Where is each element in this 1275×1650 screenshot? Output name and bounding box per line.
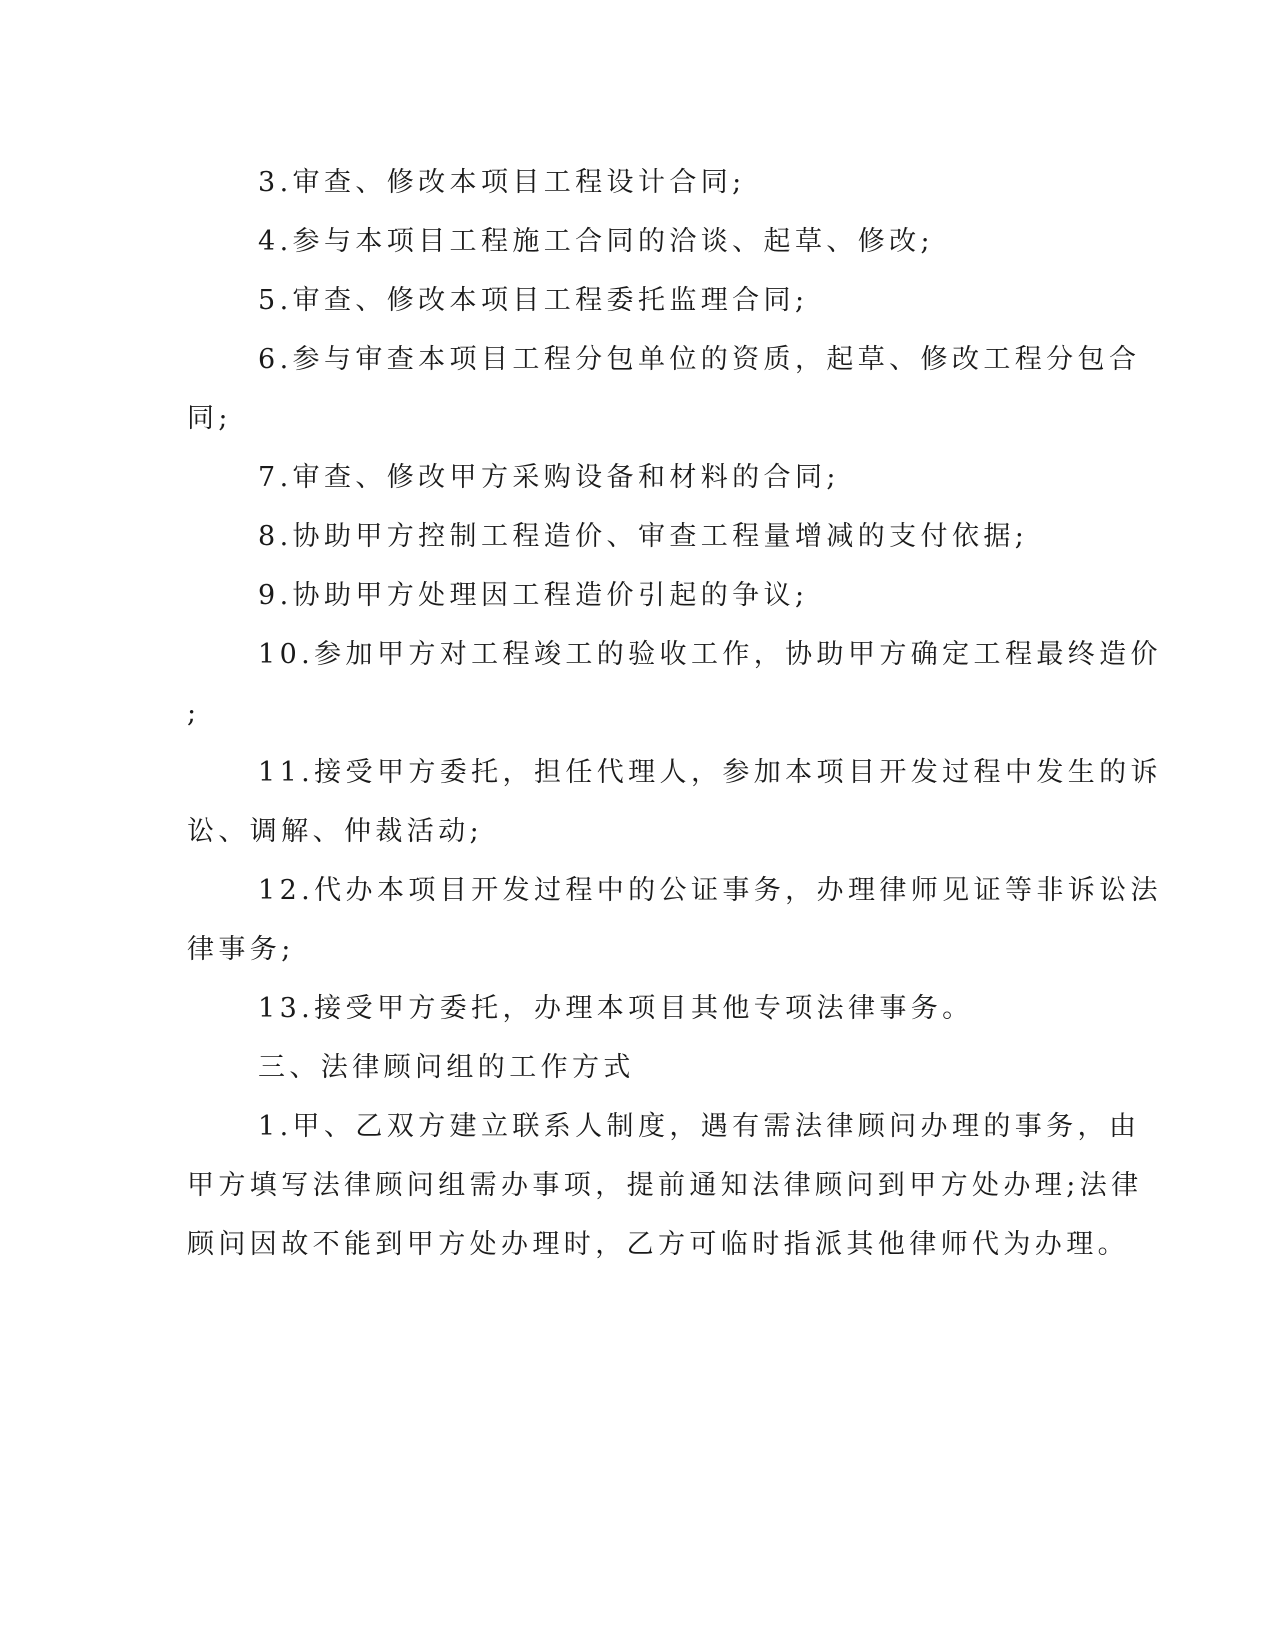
item-11: 11.接受甲方委托，担任代理人，参加本项目开发过程中发生的诉 xyxy=(258,757,1162,788)
item-4: 4.参与本项目工程施工合同的洽谈、起草、修改; xyxy=(258,226,935,257)
method-1-continuation-1: 甲方填写法律顾问组需办事项，提前通知法律顾问到甲方处办理;法律 xyxy=(187,1170,1143,1201)
item-8: 8.协助甲方控制工程造价、审查工程量增减的支付依据; xyxy=(258,521,1029,552)
item-10-continuation: ; xyxy=(187,698,201,729)
item-13: 13.接受甲方委托，办理本项目其他专项法律事务。 xyxy=(258,993,974,1024)
item-12-continuation: 律事务; xyxy=(187,934,295,965)
item-6-continuation: 同; xyxy=(187,403,232,434)
item-7: 7.审查、修改甲方采购设备和材料的合同; xyxy=(258,462,840,493)
method-1-continuation-2: 顾问因故不能到甲方处办理时，乙方可临时指派其他律师代为办理。 xyxy=(187,1229,1129,1260)
item-9: 9.协助甲方处理因工程造价引起的争议; xyxy=(258,580,809,611)
method-1: 1.甲、乙双方建立联系人制度，遇有需法律顾问办理的事务，由 xyxy=(258,1111,1141,1142)
item-5: 5.审查、修改本项目工程委托监理合同; xyxy=(258,285,809,316)
item-3: 3.审查、修改本项目工程设计合同; xyxy=(258,167,746,198)
section-heading: 三、法律顾问组的工作方式 xyxy=(258,1052,635,1083)
item-10: 10.参加甲方对工程竣工的验收工作，协助甲方确定工程最终造价 xyxy=(258,639,1162,670)
item-11-continuation: 讼、调解、仲裁活动; xyxy=(187,816,484,847)
item-12: 12.代办本项目开发过程中的公证事务，办理律师见证等非诉讼法 xyxy=(258,875,1162,906)
item-6: 6.参与审查本项目工程分包单位的资质，起草、修改工程分包合 xyxy=(258,344,1141,375)
